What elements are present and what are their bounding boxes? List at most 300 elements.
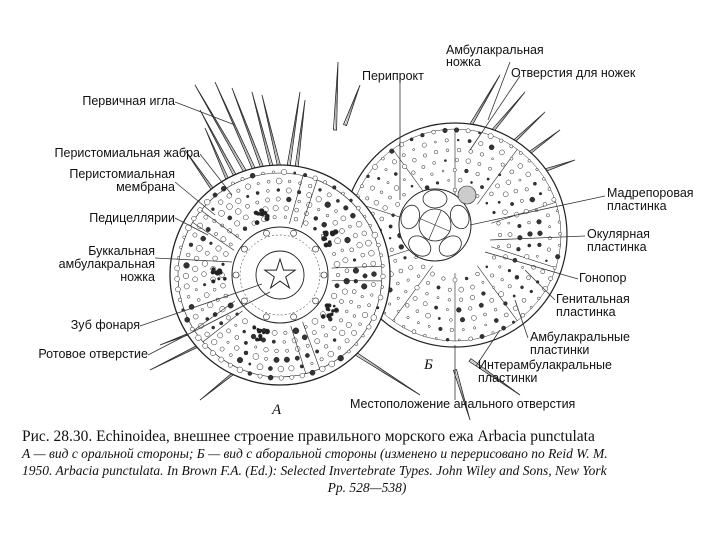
gill-tuft	[326, 313, 331, 318]
tubercle	[402, 154, 405, 157]
tubercle	[528, 221, 531, 224]
tubercle	[480, 185, 483, 188]
tubercle	[267, 190, 270, 193]
tubercle	[490, 192, 494, 196]
tubercle	[177, 256, 180, 259]
tubercle	[476, 172, 480, 176]
tubercle	[525, 254, 530, 259]
tubercle	[407, 279, 410, 282]
label-ambulakralnye-2: пластинки	[530, 343, 590, 357]
tubercle	[216, 246, 221, 251]
tubercle	[220, 322, 223, 325]
tubercle	[339, 330, 345, 336]
tubercle	[458, 339, 460, 341]
tubercle	[510, 170, 514, 174]
tubercle	[502, 326, 506, 330]
tubercle	[192, 216, 197, 221]
tubercle	[244, 341, 247, 344]
tubercle	[176, 287, 181, 292]
tubercle	[413, 158, 417, 162]
tubercle	[210, 242, 213, 245]
tubercle	[298, 200, 301, 203]
tubercle	[274, 357, 279, 362]
tubercle	[425, 186, 429, 190]
tubercle	[321, 325, 324, 328]
tubercle	[470, 285, 474, 289]
tubercle	[428, 325, 430, 327]
label-peristomialnaya-zhabra: Перистомиальная жабра	[54, 146, 200, 160]
tubercle	[528, 232, 533, 237]
tubercle	[476, 272, 480, 276]
gill-tuft	[257, 328, 260, 331]
tubercle	[332, 326, 336, 330]
tubercle	[528, 244, 531, 247]
tubercle	[193, 314, 198, 319]
tubercle	[370, 186, 374, 190]
tubercle	[219, 210, 225, 216]
tubercle	[421, 133, 425, 137]
tubercle	[319, 188, 322, 191]
tubercle	[312, 318, 318, 324]
tubercle	[421, 265, 425, 269]
tubercle	[312, 331, 316, 335]
tubercle	[361, 253, 365, 257]
tubercle	[372, 272, 377, 277]
tubercle	[455, 158, 458, 161]
tubercle	[256, 191, 259, 194]
tubercle	[202, 272, 207, 277]
tubercle	[175, 266, 180, 271]
tubercle	[374, 200, 379, 205]
gill-tuft	[258, 334, 262, 338]
tubercle	[446, 309, 448, 311]
tubercle	[506, 180, 511, 185]
tubercle	[183, 273, 189, 279]
tubercle	[329, 361, 335, 367]
tubercle	[362, 312, 368, 318]
tubercle	[489, 145, 494, 150]
label-bukkalnaya-3: ножка	[120, 270, 155, 284]
tubercle	[457, 148, 461, 152]
tubercle	[518, 224, 522, 228]
tubercle	[288, 180, 291, 183]
tubercle	[193, 277, 198, 282]
tubercle	[439, 327, 443, 331]
tubercle	[416, 310, 419, 313]
tubercle	[530, 306, 532, 308]
tubercle	[234, 346, 239, 351]
tubercle	[559, 232, 562, 235]
tubercle	[243, 330, 246, 333]
tubercle	[257, 182, 259, 184]
tubercle	[465, 169, 469, 173]
tubercle	[276, 197, 280, 201]
tubercle	[320, 366, 326, 372]
tubercle	[390, 149, 395, 154]
tubercle	[246, 195, 249, 198]
tubercle	[381, 274, 386, 279]
tubercle	[417, 275, 420, 278]
tubercle	[522, 298, 526, 302]
tubercle	[268, 366, 272, 370]
tubercle	[284, 206, 289, 211]
tubercle	[183, 236, 186, 239]
tubercle	[485, 324, 487, 326]
gill-tuft	[334, 308, 338, 312]
tubercle	[453, 188, 457, 192]
gill-tuft	[263, 211, 267, 215]
tubercle	[311, 362, 313, 364]
caption-line-3: 1950. Arbacia punctulata. In Brown F.A. (Ed.): Selected Invertebrate Types. John Wiley and Sons, New York	[22, 463, 607, 478]
tubercle	[520, 199, 523, 202]
tubercle	[355, 343, 358, 346]
tubercle	[448, 179, 450, 181]
tubercle	[354, 279, 358, 283]
tubercle	[284, 216, 287, 219]
caption-line-2: А — вид с оральной стороны; Б — вид с аборальной стороны (изменено и перерисовано по Reid W. M.	[22, 446, 608, 461]
label-okulyarnaya-2: пластинка	[587, 240, 647, 254]
tubercle	[361, 295, 364, 298]
madreporite	[458, 186, 476, 204]
tubercle	[305, 353, 309, 357]
tubercle	[342, 289, 347, 294]
tubercle	[466, 159, 471, 164]
tubercle	[192, 266, 198, 272]
tubercle	[357, 242, 363, 248]
tubercle	[436, 182, 439, 185]
buccal-podium	[241, 298, 247, 304]
tubercle	[211, 208, 214, 211]
tubercle	[224, 252, 229, 257]
tubercle	[394, 259, 397, 262]
tubercle	[387, 182, 389, 184]
tubercle	[405, 304, 409, 308]
tubercle	[393, 319, 395, 321]
tubercle	[286, 188, 291, 193]
view-a-letter: А	[272, 402, 282, 418]
label-mestopolozhenie: Местоположение анального отверстия	[350, 397, 576, 411]
tubercle	[218, 200, 223, 205]
tubercle	[283, 341, 286, 344]
tubercle	[179, 246, 182, 249]
tubercle	[504, 313, 508, 317]
tubercle	[333, 186, 337, 190]
tubercle	[253, 354, 259, 360]
tubercle	[272, 330, 277, 335]
tubercle	[202, 261, 208, 267]
tubercle	[348, 225, 351, 228]
tubercle	[381, 157, 384, 160]
tubercle	[555, 254, 560, 259]
tubercle	[353, 259, 356, 262]
tubercle	[289, 366, 294, 371]
tubercle	[258, 374, 262, 378]
spine	[262, 95, 282, 170]
tubercle	[369, 224, 372, 227]
tubercle	[437, 297, 439, 299]
tubercle	[494, 308, 497, 311]
tubercle	[345, 339, 349, 343]
tubercle	[396, 282, 399, 285]
gill-tuft	[211, 271, 214, 274]
tubercle	[201, 236, 206, 241]
tubercle	[411, 185, 413, 187]
tubercle	[267, 180, 270, 183]
tubercle	[470, 295, 475, 300]
tubercle	[547, 248, 551, 252]
tubercle	[236, 198, 241, 203]
tubercle	[363, 274, 367, 278]
gill-tuft	[324, 243, 329, 248]
tubercle	[380, 191, 383, 194]
tubercle	[228, 216, 232, 220]
tubercle	[503, 210, 508, 215]
tubercle	[313, 176, 318, 181]
label-bukkalnaya-1: Буккальная	[88, 244, 155, 258]
tubercle	[373, 165, 378, 170]
tubercle	[498, 233, 502, 237]
tubercle	[266, 198, 270, 202]
tubercle	[207, 302, 213, 308]
tubercle	[501, 278, 504, 281]
tubercle	[473, 327, 475, 329]
label-madreporovaya-2: пластинка	[607, 199, 667, 213]
tubercle	[487, 178, 489, 180]
gill-tuft	[333, 305, 335, 307]
tubercle	[394, 186, 399, 191]
tubercle	[235, 324, 237, 326]
tubercle	[518, 235, 523, 240]
tubercle	[361, 284, 367, 290]
gill-tuft	[328, 240, 331, 243]
tubercle	[273, 205, 278, 210]
tubercle	[437, 286, 440, 289]
tubercle	[229, 243, 232, 246]
tubercle	[482, 292, 486, 296]
tubercle	[242, 319, 247, 324]
tubercle	[219, 357, 224, 362]
gill-tuft	[223, 277, 226, 280]
tubercle	[317, 208, 320, 211]
tubercle	[478, 163, 481, 166]
tubercle	[389, 303, 391, 305]
spine	[333, 62, 338, 130]
tubercle	[353, 268, 359, 274]
tubercle	[499, 292, 504, 297]
tubercle	[350, 248, 354, 252]
tubercle	[510, 157, 513, 160]
tubercle	[249, 363, 251, 365]
tubercle	[499, 266, 501, 268]
tubercle	[426, 281, 429, 284]
tubercle	[513, 295, 515, 297]
tubercle	[272, 340, 275, 343]
tubercle	[352, 290, 356, 294]
tubercle	[221, 237, 226, 242]
tubercle	[281, 169, 287, 175]
tubercle	[530, 197, 535, 202]
buccal-podium	[263, 314, 269, 320]
label-madreporovaya-1: Мадрепоровая	[607, 186, 694, 200]
figure-caption	[22, 428, 712, 496]
tubercle	[507, 244, 511, 248]
tubercle	[204, 199, 210, 205]
tubercle	[424, 334, 427, 337]
tubercle	[352, 330, 357, 335]
tubercle	[369, 250, 375, 256]
tubercle	[438, 317, 440, 319]
spine-ridge	[345, 85, 360, 125]
label-ambulakralnaya-nozhka-1: Амбулакральная	[446, 43, 544, 57]
tubercle	[333, 339, 336, 342]
tubercle	[290, 375, 294, 379]
tubercle	[552, 198, 556, 202]
tubercle	[212, 326, 215, 329]
tubercle	[341, 249, 344, 252]
tubercle	[346, 322, 351, 327]
tubercle	[492, 256, 495, 259]
tubercle	[484, 313, 487, 316]
tubercle	[423, 302, 427, 306]
tubercle	[356, 221, 362, 227]
tubercle	[335, 284, 339, 288]
tubercle	[307, 193, 312, 198]
tubercle	[435, 337, 437, 339]
tubercle	[402, 164, 407, 169]
tubercle	[175, 276, 180, 281]
tubercle	[366, 197, 369, 200]
tubercle	[325, 202, 331, 208]
tubercle	[536, 168, 538, 170]
tubercle	[367, 325, 371, 329]
tubercle	[458, 178, 462, 182]
tubercle	[184, 263, 190, 269]
tubercle	[320, 358, 323, 361]
tubercle	[383, 206, 388, 211]
tubercle	[508, 222, 510, 224]
label-periprokt: Перипрокт	[362, 69, 424, 83]
buccal-podium	[291, 230, 297, 236]
tubercle	[390, 248, 394, 252]
tubercle	[510, 145, 513, 148]
tubercle	[389, 225, 392, 228]
tubercle	[381, 264, 384, 267]
label-interambulakralnye-2: пластинки	[478, 371, 538, 385]
tubercle	[413, 296, 417, 300]
tubercle	[201, 308, 204, 311]
label-ambulakralnaya-nozhka-2: ножка	[446, 55, 481, 69]
tubercle	[417, 322, 419, 324]
spine-ridge	[350, 350, 420, 395]
tubercle	[384, 312, 386, 314]
tubercle	[213, 193, 217, 197]
tubercle	[422, 143, 426, 147]
tubercle	[284, 357, 289, 362]
gill-tuft	[265, 329, 270, 334]
tubercle	[443, 128, 448, 133]
caption-line-1: Рис. 28.30. Echinoidea, внешнее строение правильного морского ежа Arbacia punctulata	[22, 428, 595, 445]
gill-tuft	[328, 304, 330, 306]
gill-tuft	[256, 212, 260, 216]
tubercle	[423, 154, 426, 157]
tubercle	[338, 355, 344, 361]
spine	[294, 100, 305, 172]
caption-line-4: Pp. 528—538)	[327, 480, 407, 495]
tubercle	[514, 189, 518, 193]
tubercle	[468, 307, 472, 311]
tubercle	[372, 232, 378, 238]
tubercle	[268, 375, 273, 380]
tubercle	[450, 328, 454, 332]
tubercle	[228, 363, 232, 367]
tubercle	[356, 206, 360, 210]
tubercle	[488, 167, 491, 170]
oral-view-a	[170, 165, 390, 385]
tubercle	[235, 336, 239, 340]
tubercle	[286, 349, 289, 352]
tubercle	[218, 333, 223, 338]
tubercle	[431, 173, 434, 176]
tubercle	[413, 149, 415, 151]
tubercle	[389, 237, 391, 239]
tubercle	[226, 329, 230, 333]
tubercle	[432, 130, 436, 134]
gill-tuft	[259, 209, 263, 213]
tubercle	[304, 221, 309, 226]
tubercle	[189, 243, 193, 247]
tubercle	[316, 197, 321, 202]
tubercle	[341, 216, 346, 221]
tubercle	[490, 298, 494, 302]
tubercle	[235, 221, 240, 226]
tubercle	[486, 202, 488, 204]
tubercle	[519, 179, 521, 181]
tubercle	[446, 338, 449, 341]
tubercle	[492, 332, 494, 334]
tubercle	[314, 216, 318, 220]
tubercle	[257, 364, 263, 370]
label-otverstiya: Отверстия для ножек	[511, 66, 636, 80]
tubercle	[433, 161, 436, 164]
tubercle	[295, 208, 299, 212]
gill-tuft	[334, 230, 338, 234]
tubercle	[376, 306, 379, 309]
tubercle	[492, 158, 494, 160]
tubercle	[345, 310, 348, 313]
tubercle	[497, 245, 499, 247]
tubercle	[426, 313, 431, 318]
tubercle	[519, 152, 522, 155]
label-zub-fonarya: Зуб фонаря	[70, 318, 140, 332]
tubercle	[195, 289, 197, 291]
tubercle	[448, 288, 451, 291]
tubercle	[545, 260, 547, 262]
tubercle	[186, 253, 190, 257]
tubercle	[326, 214, 329, 217]
tubercle	[397, 297, 399, 299]
tubercle	[480, 334, 484, 338]
tubercle	[442, 277, 446, 281]
tubercle	[479, 141, 483, 145]
tubercle	[541, 270, 545, 274]
tubercle	[533, 182, 536, 185]
tubercle	[272, 171, 275, 174]
tubercle	[454, 128, 459, 133]
tubercle	[294, 172, 296, 174]
tubercle	[336, 199, 339, 202]
tubercle	[430, 272, 434, 276]
label-peristomialnaya-membrana-1: Перистомиальная	[69, 167, 175, 181]
